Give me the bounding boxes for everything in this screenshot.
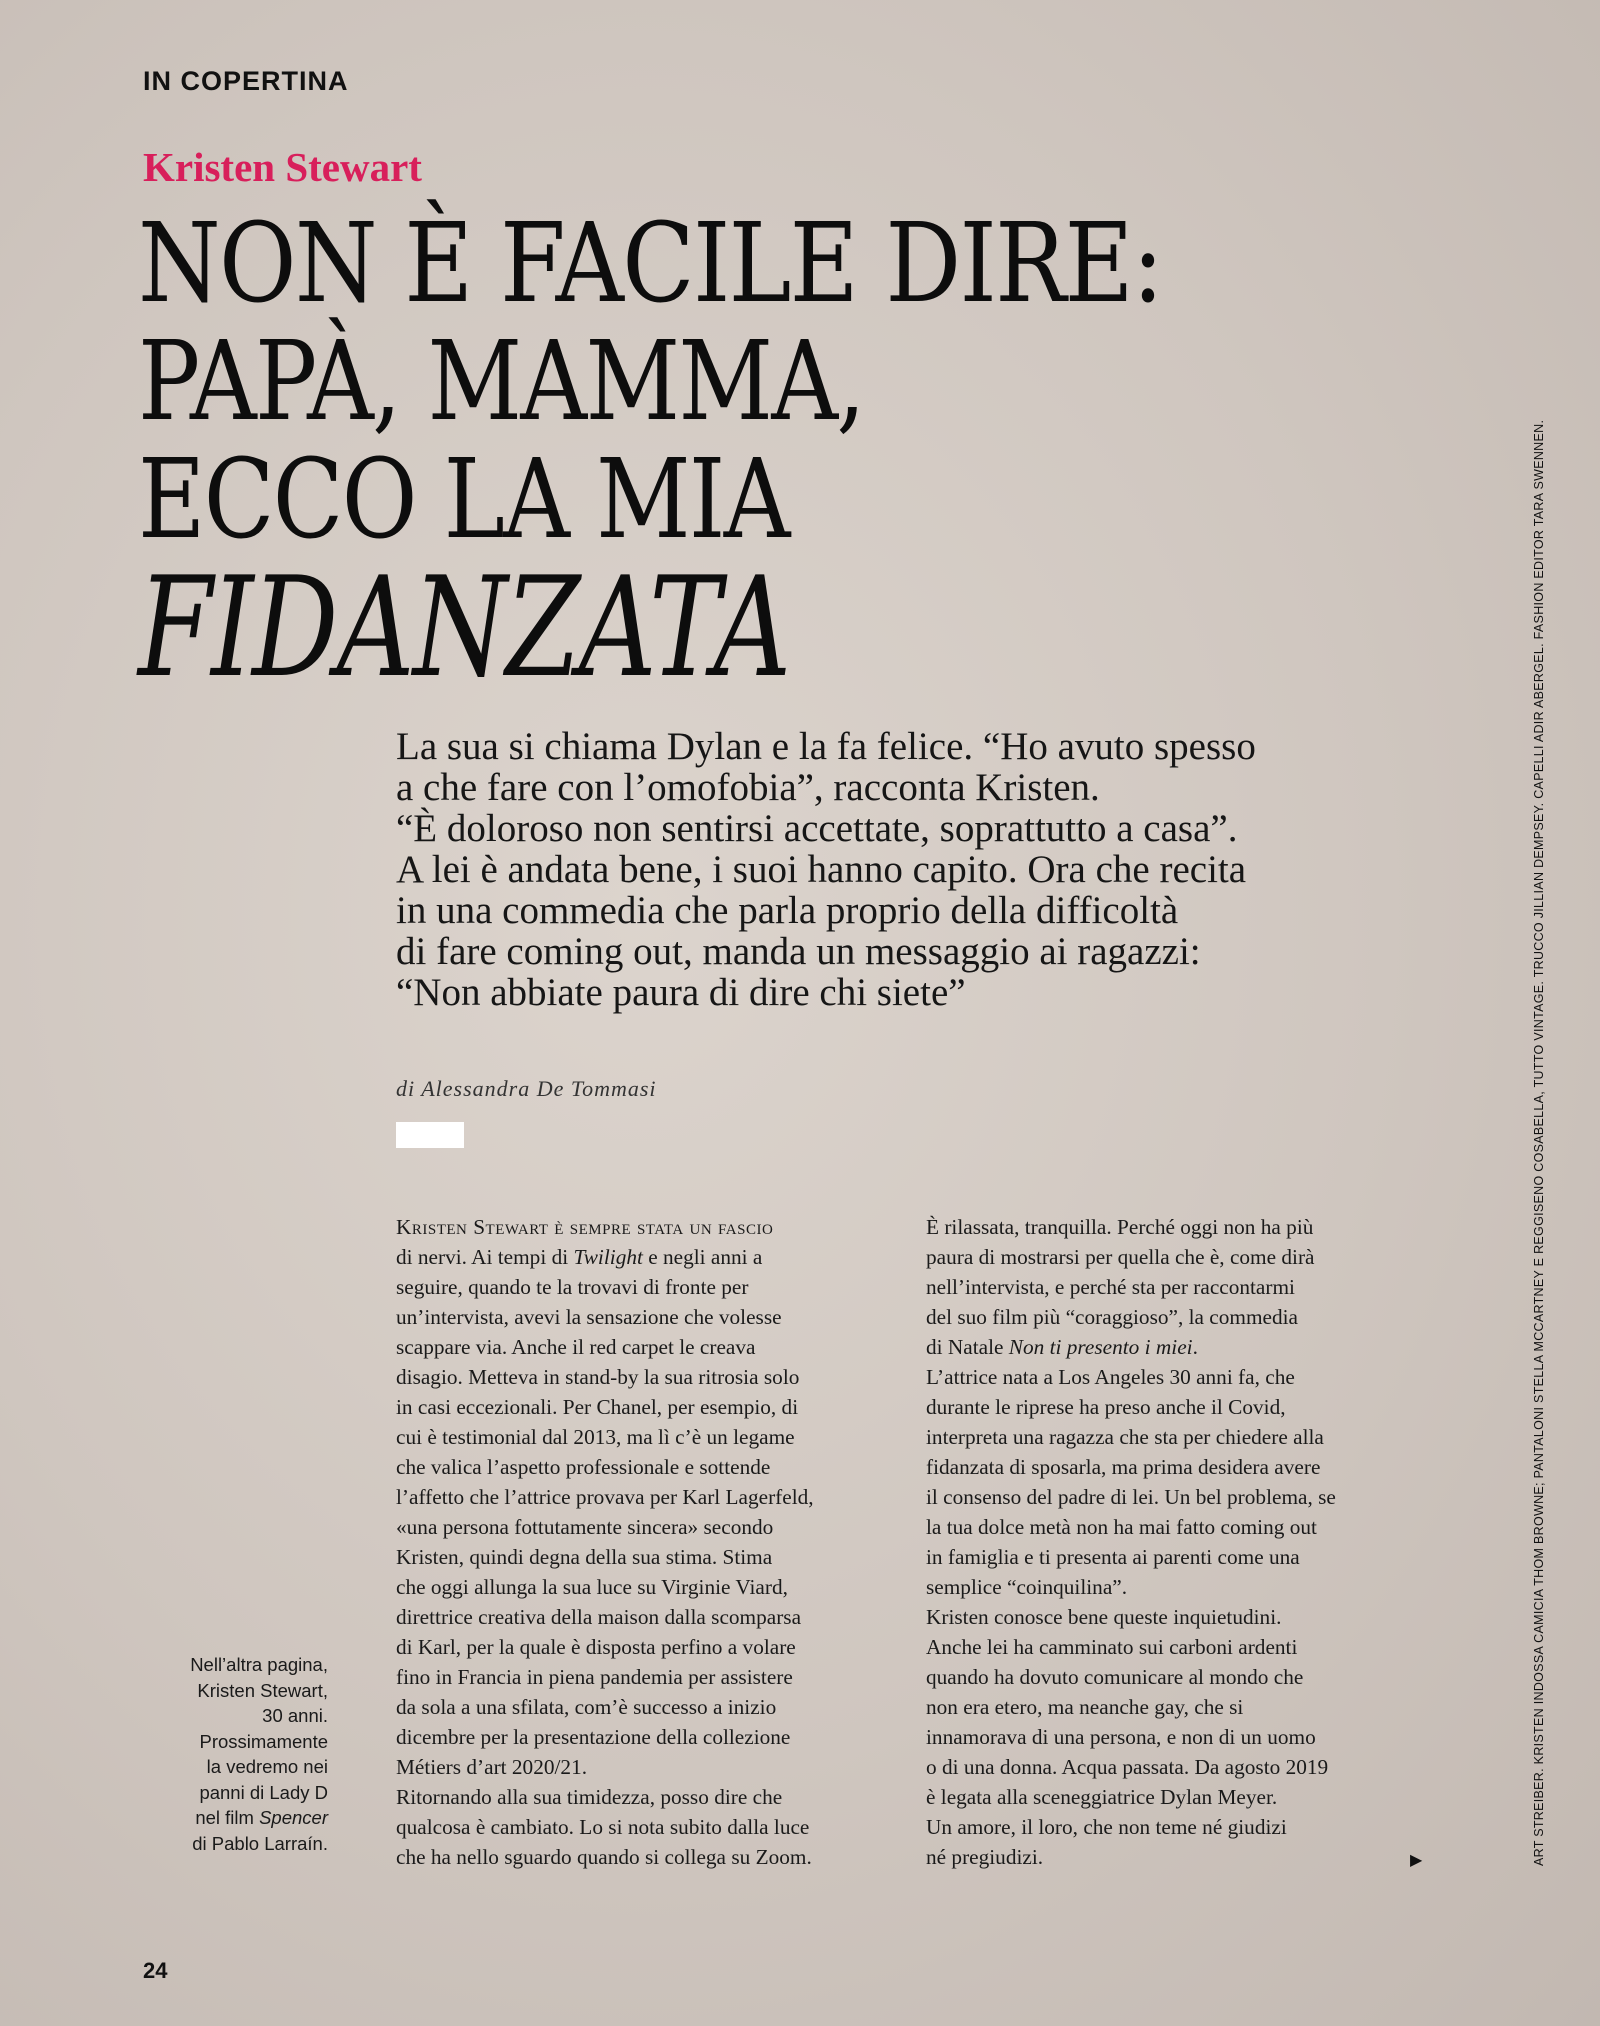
caption-line: Kristen Stewart, bbox=[197, 1679, 328, 1701]
body-line: Kristen, quindi degna della sua stima. Stima bbox=[396, 1545, 773, 1569]
body-line: È rilassata, tranquilla. Perché oggi non ha più bbox=[926, 1215, 1314, 1239]
body-line: Métiers d’art 2020/21. bbox=[396, 1755, 588, 1779]
body-line: un’intervista, avevi la sensazione che volesse bbox=[396, 1305, 782, 1329]
photo-credits: ART STREIBER. KRISTEN INDOSSA CAMICIA THOM BROWNE; PANTALONI STELLA MCCARTNEY E REGGISENO COSABELLA, TUTTO VINTAGE. TRUCCO JILLIAN DEMPSEY. CAPELLI ADIR ABERGEL. FASHION EDITOR TARA SWENNEN. bbox=[1532, 419, 1546, 1866]
body-line: L’attrice nata a Los Angeles 30 anni fa, che bbox=[926, 1365, 1295, 1389]
body-line: paura di mostrarsi per quella che è, come dirà bbox=[926, 1245, 1315, 1269]
body-line: la tua dolce metà non ha mai fatto coming out bbox=[926, 1515, 1317, 1539]
body-line: che ha nello sguardo quando si collega su Zoom. bbox=[396, 1845, 812, 1869]
body-column-2 bbox=[926, 1212, 1426, 1872]
byline: di Alessandra De Tommasi bbox=[396, 1076, 657, 1101]
body-line: direttrice creativa della maison dalla scomparsa bbox=[396, 1605, 802, 1629]
headline-line-2: PAPÀ, MAMMA, bbox=[138, 317, 865, 445]
body-line: Un amore, il loro, che non teme né giudizi bbox=[926, 1815, 1287, 1839]
headline bbox=[138, 199, 1178, 708]
body-line: in famiglia e ti presenta ai parenti come una bbox=[926, 1545, 1300, 1569]
body-line: «una persona fottutamente sincera» secondo bbox=[396, 1515, 774, 1539]
body-line: dicembre per la presentazione della collezione bbox=[396, 1725, 791, 1749]
caption-line: 30 anni. bbox=[262, 1705, 328, 1726]
body-line: che oggi allunga la sua luce su Virginie Viard, bbox=[396, 1575, 788, 1599]
deck-line: “Non abbiate paura di dire chi siete” bbox=[396, 971, 966, 1014]
body-line: né pregiudizi. bbox=[926, 1845, 1044, 1869]
section-label: IN COPERTINA bbox=[143, 66, 349, 96]
body-line: fino in Francia in piena pandemia per assistere bbox=[396, 1665, 793, 1689]
caption-line: nel film Spencer bbox=[195, 1807, 328, 1828]
caption-line: Nell’altra pagina, bbox=[190, 1654, 328, 1675]
body-line: cui è testimonial dal 2013, ma lì c’è un legame bbox=[396, 1425, 795, 1449]
caption-line: di Pablo Larraín. bbox=[192, 1832, 328, 1854]
lead-line: Kristen Stewart è sempre stata un fascio bbox=[396, 1215, 774, 1239]
caption-line: Prossimamente bbox=[199, 1730, 328, 1752]
deck-line: “È doloroso non sentirsi accettate, soprattutto a casa”. bbox=[396, 807, 1238, 850]
body-line: nell’intervista, e perché sta per raccontarmi bbox=[926, 1275, 1295, 1299]
body-line: Kristen conosce bene queste inquietudini. bbox=[926, 1605, 1282, 1629]
continue-arrow-icon: ▶ bbox=[1410, 1850, 1423, 1869]
deck-line: di fare coming out, manda un messaggio ai ragazzi: bbox=[396, 930, 1201, 973]
deck-line: a che fare con l’omofobia”, racconta Kristen. bbox=[396, 766, 1100, 809]
body-line: scappare via. Anche il red carpet le creava bbox=[396, 1335, 756, 1359]
film-title: Non ti presento i miei bbox=[1008, 1335, 1193, 1359]
body-line: interpreta una ragazza che sta per chiedere alla bbox=[926, 1425, 1324, 1449]
body-line: seguire, quando te la trovavi di fronte per bbox=[396, 1275, 749, 1299]
headline-line-1: NON È FACILE DIRE: bbox=[138, 199, 1163, 327]
body-line: non era etero, ma neanche gay, che si bbox=[926, 1695, 1244, 1719]
kicker: Kristen Stewart bbox=[143, 144, 422, 190]
body-line: semplice “coinquilina”. bbox=[926, 1575, 1128, 1599]
body-line: del suo film più “coraggioso”, la commedia bbox=[926, 1305, 1298, 1329]
body-line: da sola a una sfilata, com’è successo a inizio bbox=[396, 1695, 777, 1719]
deck-line: La sua si chiama Dylan e la fa felice. “Ho avuto spesso bbox=[396, 725, 1256, 768]
deck-line: A lei è andata bene, i suoi hanno capito. Ora che recita bbox=[396, 848, 1247, 891]
film-title: Twilight bbox=[573, 1245, 643, 1269]
body-line: disagio. Metteva in stand-by la sua ritrosia solo bbox=[396, 1365, 800, 1389]
headline-line-4: FIDANZATA bbox=[138, 547, 790, 708]
body-line: fidanzata di sposarla, ma prima desidera avere bbox=[926, 1455, 1321, 1479]
body-line: di Karl, per la quale è disposta perfino a volare bbox=[396, 1635, 796, 1659]
body-line: quando ha dovuto comunicare al mondo che bbox=[926, 1665, 1304, 1689]
deck-line: in una commedia che parla proprio della difficoltà bbox=[396, 889, 1179, 932]
caption-line: la vedremo nei bbox=[206, 1756, 328, 1777]
body-line: che valica l’aspetto professionale e sottende bbox=[396, 1455, 771, 1479]
body-line: durante le riprese ha preso anche il Covid, bbox=[926, 1395, 1286, 1419]
body-line: di Natale Non ti presento i miei. bbox=[926, 1335, 1198, 1359]
headline-line-3: ECCO LA MIA bbox=[138, 435, 789, 563]
body-line: di nervi. Ai tempi di Twilight e negli anni a bbox=[396, 1245, 763, 1269]
film-title: Spencer bbox=[259, 1807, 328, 1828]
body-line: Anche lei ha camminato sui carboni ardenti bbox=[926, 1635, 1298, 1659]
body-line: il consenso del padre di lei. Un bel problema, se bbox=[926, 1485, 1336, 1509]
body-line: è legata alla sceneggiatrice Dylan Meyer. bbox=[926, 1785, 1278, 1809]
body-line: innamorava di una persona, e non di un uomo bbox=[926, 1725, 1316, 1749]
body-column-1 bbox=[396, 1212, 896, 1872]
body-line: in casi eccezionali. Per Chanel, per esempio, di bbox=[396, 1395, 799, 1419]
body-line: Ritornando alla sua timidezza, posso dire che bbox=[396, 1785, 783, 1809]
deck bbox=[396, 726, 1406, 1013]
body-line: o di una donna. Acqua passata. Da agosto 2019 bbox=[926, 1755, 1329, 1779]
decorative-bar bbox=[396, 1122, 464, 1148]
page-number: 24 bbox=[143, 1958, 168, 1983]
photo-caption bbox=[130, 1652, 328, 1856]
caption-line: panni di Lady D bbox=[199, 1781, 328, 1803]
body-line: qualcosa è cambiato. Lo si nota subito dalla luce bbox=[396, 1815, 810, 1839]
body-line: l’affetto che l’attrice provava per Karl Lagerfeld, bbox=[396, 1485, 814, 1509]
